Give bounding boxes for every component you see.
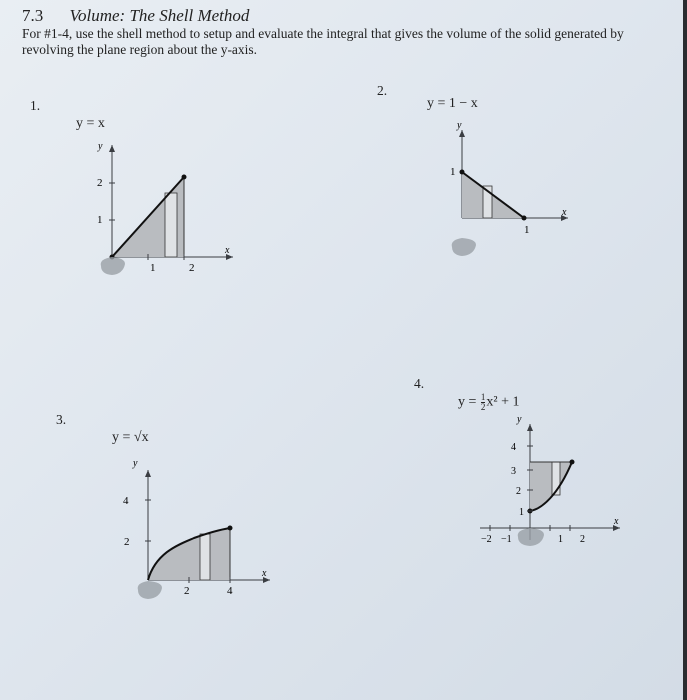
y-tick-label: 1 [519,507,524,518]
x-tick-label: 1 [524,224,530,236]
y-axis-arrow [459,130,465,137]
y-tick-label: 4 [123,495,129,507]
x-axis-label: x [225,245,230,256]
y-tick-label: 4 [511,442,516,453]
x-axis-label: x [262,568,267,579]
x-tick-label: −2 [481,534,492,545]
shell-rectangle [200,534,210,580]
x-tick-label: 2 [184,585,190,597]
y-axis-label: y [133,458,138,469]
x-tick-label: 4 [227,585,233,597]
problem-1-number: 1. [30,98,41,113]
equation-suffix: x² + 1 [486,394,520,410]
problem-2-equation: y = 1 − x [427,96,478,111]
equation-prefix: y = [458,394,480,410]
problem-2-graph [440,118,580,263]
instructions-text: For #1-4, use the shell method to setup and evaluate the integral that gives the volume of the solid generated by revolving the plane region about the y-axis. [22,26,624,57]
x-tick-label: 2 [580,534,585,545]
endpoint [522,216,527,221]
photo-edge [683,0,687,700]
rotation-arrow-icon [101,257,125,275]
y-axis-arrow [527,424,533,431]
endpoint [460,170,465,175]
shell-rectangle [165,193,177,257]
x-tick-label: 1 [558,534,563,545]
section-title: Volume: The Shell Method [69,6,250,25]
y-tick-label: 1 [450,166,456,178]
shaded-region [530,462,572,511]
problem-4-graph [470,410,630,565]
fraction-denominator: 2 [480,402,486,412]
x-tick-label: 2 [189,262,195,274]
y-tick-label: 2 [516,486,521,497]
x-tick-label: −1 [501,534,512,545]
y-axis-label: y [517,414,522,425]
rotation-arrow-icon [518,528,544,546]
y-tick-label: 2 [97,177,103,189]
y-tick-label: 3 [511,466,516,477]
endpoint [228,526,233,531]
y-axis-arrow [145,470,151,477]
section-number: 7.3 [22,6,44,25]
y-axis-label: y [457,120,462,131]
problem-3-graph [110,450,280,610]
endpoint [570,460,575,465]
fraction-numerator: 1 [480,392,486,402]
y-axis-label: y [98,141,103,152]
y-tick-label: 1 [97,214,103,226]
shaded-region [148,528,230,580]
y-axis-arrow [109,145,115,152]
problem-1-equation: y = x [76,116,105,131]
problem-1-graph [85,135,245,295]
x-axis-label: x [614,516,619,527]
y-tick-label: 2 [124,536,130,548]
x-tick-label: 1 [150,262,156,274]
rotation-arrow-icon [138,581,162,599]
endpoint [182,175,187,180]
problem-4-number: 4. [414,376,425,391]
problem-3-number: 3. [56,412,67,427]
problem-3-equation: y = √x [112,430,149,445]
x-axis-label: x [562,207,567,218]
problem-2-number: 2. [377,83,388,98]
rotation-arrow-icon [452,238,476,256]
section-heading [22,6,249,26]
